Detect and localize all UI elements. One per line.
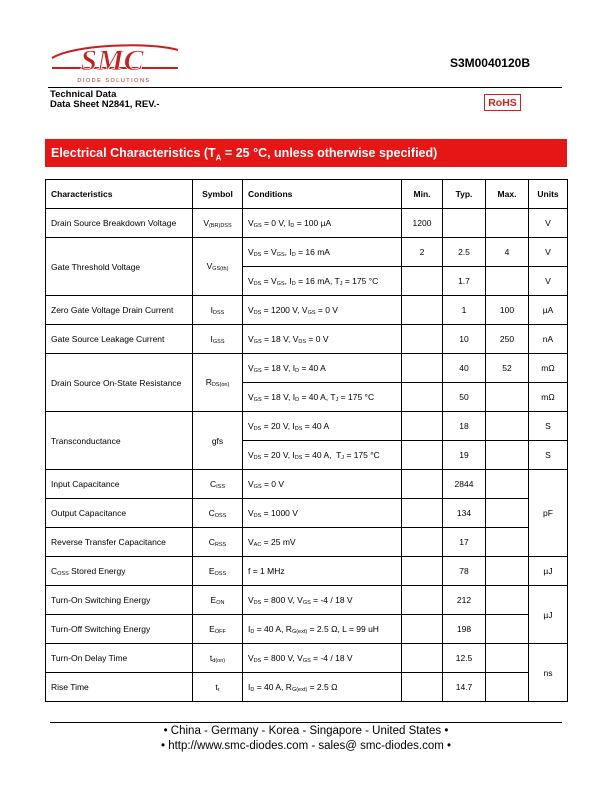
char-name: Turn-On Delay Time <box>46 644 193 673</box>
banner-suffix: = 25 °C, unless otherwise specified) <box>221 146 438 160</box>
max-value <box>486 557 529 586</box>
conditions: f = 1 MHz <box>243 557 402 586</box>
typ-value: 134 <box>443 499 486 528</box>
char-name: Turn-Off Switching Energy <box>46 615 193 644</box>
max-value <box>486 586 529 615</box>
max-value <box>486 383 529 412</box>
symbol: $V_{GS(th)}$ <box>193 238 243 296</box>
min-value <box>402 615 443 644</box>
max-value <box>486 441 529 470</box>
unit: S <box>529 412 568 441</box>
banner-prefix: Electrical Characteristics (T <box>51 146 216 160</box>
banner-sub: A <box>215 153 222 163</box>
unit: ns <box>529 644 568 702</box>
min-value <box>402 470 443 499</box>
char-name: Drain Source On-State Resistance <box>46 354 193 412</box>
svg-text:SMC: SMC <box>80 44 144 77</box>
max-value <box>486 499 529 528</box>
unit: mΩ <box>529 383 568 412</box>
table-row <box>46 586 568 615</box>
unit: µJ <box>529 557 568 586</box>
table-row <box>46 412 568 441</box>
min-value <box>402 499 443 528</box>
conditions: $I_D = 40$ A, $R_{G(ext)} = 2.5$ Ω <box>243 673 402 702</box>
unit: S <box>529 441 568 470</box>
symbol: $t_{d(on)}$ <box>193 644 243 673</box>
col-max: Max. <box>486 180 529 209</box>
symbol: gfs <box>193 412 243 470</box>
char-name: Transconductance <box>46 412 193 470</box>
char-name: Gate Threshold Voltage <box>46 238 193 296</box>
smc-logo <box>50 40 182 84</box>
unit: V <box>529 209 568 238</box>
document-info <box>50 90 159 110</box>
typ-value: 1 <box>443 296 486 325</box>
typ-value: 10 <box>443 325 486 354</box>
symbol: $C_{RSS}$ <box>193 528 243 557</box>
table-row <box>46 325 568 354</box>
max-value <box>486 528 529 557</box>
max-value: 52 <box>486 354 529 383</box>
min-value <box>402 296 443 325</box>
electrical-characteristics-table <box>45 179 568 702</box>
symbol: $R_{DS(on)}$ <box>193 354 243 412</box>
max-value: 4 <box>486 238 529 267</box>
min-value <box>402 383 443 412</box>
typ-value: 212 <box>443 586 486 615</box>
char-name: Gate Source Leakage Current <box>46 325 193 354</box>
max-value <box>486 267 529 296</box>
unit: pF <box>529 470 568 557</box>
conditions: $V_{GS} = 0$ V <box>243 470 402 499</box>
symbol: $E_{OSS}$ <box>193 557 243 586</box>
max-value <box>486 209 529 238</box>
min-value: 2 <box>402 238 443 267</box>
conditions: $V_{DS} = 20$ V, $I_{DS} = 40$ A <box>243 412 402 441</box>
symbol: $I_{DSS}$ <box>193 296 243 325</box>
conditions: $I_D = 40$ A, $R_{G(ext)} = 2.5$ Ω, L = 99 uH <box>243 615 402 644</box>
max-value <box>486 470 529 499</box>
conditions: $V_{GS} = 18$ V, $I_D = 40$ A, $T_J = 175$ °C <box>243 383 402 412</box>
typ-value: 19 <box>443 441 486 470</box>
svg-text:DIODE SOLUTIONS: DIODE SOLUTIONS <box>77 78 151 84</box>
conditions: $V_{DS} = 20$ V, $I_{DS} = 40$ A, $T_J = 175$ °C <box>243 441 402 470</box>
typ-value: 12.5 <box>443 644 486 673</box>
conditions: $V_{DS} = 800$ V, $V_{GS} = -4 / 18$ V <box>243 644 402 673</box>
min-value <box>402 441 443 470</box>
symbol: $V_{(BR)DSS}$ <box>193 209 243 238</box>
table-row <box>46 557 568 586</box>
table-row <box>46 615 568 644</box>
conditions: $V_{GS} = 18$ V, $I_D = 40$ A <box>243 354 402 383</box>
char-name: Output Capacitance <box>46 499 193 528</box>
col-min: Min. <box>402 180 443 209</box>
char-name: Reverse Transfer Capacitance <box>46 528 193 557</box>
typ-value: 2844 <box>443 470 486 499</box>
table-row <box>46 296 568 325</box>
table-row <box>46 499 568 528</box>
table-row <box>46 528 568 557</box>
unit: µA <box>529 296 568 325</box>
footer-divider <box>50 722 562 723</box>
min-value <box>402 586 443 615</box>
table-row <box>46 644 568 673</box>
char-name: $C_{OSS}$ Stored Energy <box>46 557 193 586</box>
char-name: Zero Gate Voltage Drain Current <box>46 296 193 325</box>
table-row <box>46 209 568 238</box>
footer-locations: • China - Germany - Korea - Singapore - United States • <box>163 725 449 737</box>
symbol: $I_{GSS}$ <box>193 325 243 354</box>
conditions: $V_{AC} = 25$ mV <box>243 528 402 557</box>
max-value <box>486 615 529 644</box>
table-header-row <box>46 180 568 209</box>
max-value <box>486 673 529 702</box>
table-row <box>46 354 568 383</box>
symbol: $C_{ISS}$ <box>193 470 243 499</box>
char-name: Input Capacitance <box>46 470 193 499</box>
typ-value: 198 <box>443 615 486 644</box>
unit: nA <box>529 325 568 354</box>
char-name: Rise Time <box>46 673 193 702</box>
conditions: $V_{DS} = V_{GS}$, $I_D = 16$ mA <box>243 238 402 267</box>
typ-value: 17 <box>443 528 486 557</box>
min-value <box>402 412 443 441</box>
min-value <box>402 267 443 296</box>
table-row <box>46 673 568 702</box>
max-value: 100 <box>486 296 529 325</box>
col-symbol: Symbol <box>193 180 243 209</box>
part-number: S3M0040120B <box>449 56 530 70</box>
typ-value: 78 <box>443 557 486 586</box>
max-value <box>486 412 529 441</box>
tech-data-label: Technical Data <box>50 89 117 100</box>
typ-value: 50 <box>443 383 486 412</box>
max-value: 250 <box>486 325 529 354</box>
min-value: 1200 <box>402 209 443 238</box>
char-name: Drain Source Breakdown Voltage <box>46 209 193 238</box>
unit: V <box>529 238 568 267</box>
min-value <box>402 644 443 673</box>
section-banner <box>45 139 567 167</box>
col-units: Units <box>529 180 568 209</box>
char-name: Turn-On Switching Energy <box>46 586 193 615</box>
header-divider <box>48 87 562 88</box>
typ-value: 1.7 <box>443 267 486 296</box>
conditions: $V_{DS} = 1200$ V, $V_{GS} = 0$ V <box>243 296 402 325</box>
unit: µJ <box>529 586 568 644</box>
symbol: $E_{OFF}$ <box>193 615 243 644</box>
symbol: $E_{ON}$ <box>193 586 243 615</box>
typ-value: 14.7 <box>443 673 486 702</box>
typ-value <box>443 209 486 238</box>
unit: mΩ <box>529 354 568 383</box>
min-value <box>402 354 443 383</box>
min-value <box>402 557 443 586</box>
symbol: $C_{OSS}$ <box>193 499 243 528</box>
conditions: $V_{DS} = V_{GS}$, $I_D = 16$ mA, $T_J = 175$ °C <box>243 267 402 296</box>
conditions: $V_{GS} = 18$ V, $V_{DS} = 0$ V <box>243 325 402 354</box>
symbol: $t_r$ <box>193 673 243 702</box>
table-row <box>46 238 568 267</box>
rohs-badge: RoHS <box>484 94 521 111</box>
col-conditions: Conditions <box>243 180 402 209</box>
typ-value: 40 <box>443 354 486 383</box>
conditions: $V_{DS} = 1000$ V <box>243 499 402 528</box>
conditions: $V_{DS} = 800$ V, $V_{GS} = -4 / 18$ V <box>243 586 402 615</box>
unit: V <box>529 267 568 296</box>
col-typ: Typ. <box>443 180 486 209</box>
datasheet-label: Data Sheet N2841, REV.- <box>50 99 160 110</box>
table-row <box>46 470 568 499</box>
typ-value: 18 <box>443 412 486 441</box>
min-value <box>402 528 443 557</box>
max-value <box>486 644 529 673</box>
min-value <box>402 673 443 702</box>
min-value <box>402 325 443 354</box>
col-characteristics: Characteristics <box>46 180 193 209</box>
conditions: $V_{GS} = 0$ V, $I_D = 100$ µA <box>243 209 402 238</box>
typ-value: 2.5 <box>443 238 486 267</box>
footer-contact: • http://www.smc-diodes.com - sales@ smc-diodes.com • <box>160 740 452 752</box>
